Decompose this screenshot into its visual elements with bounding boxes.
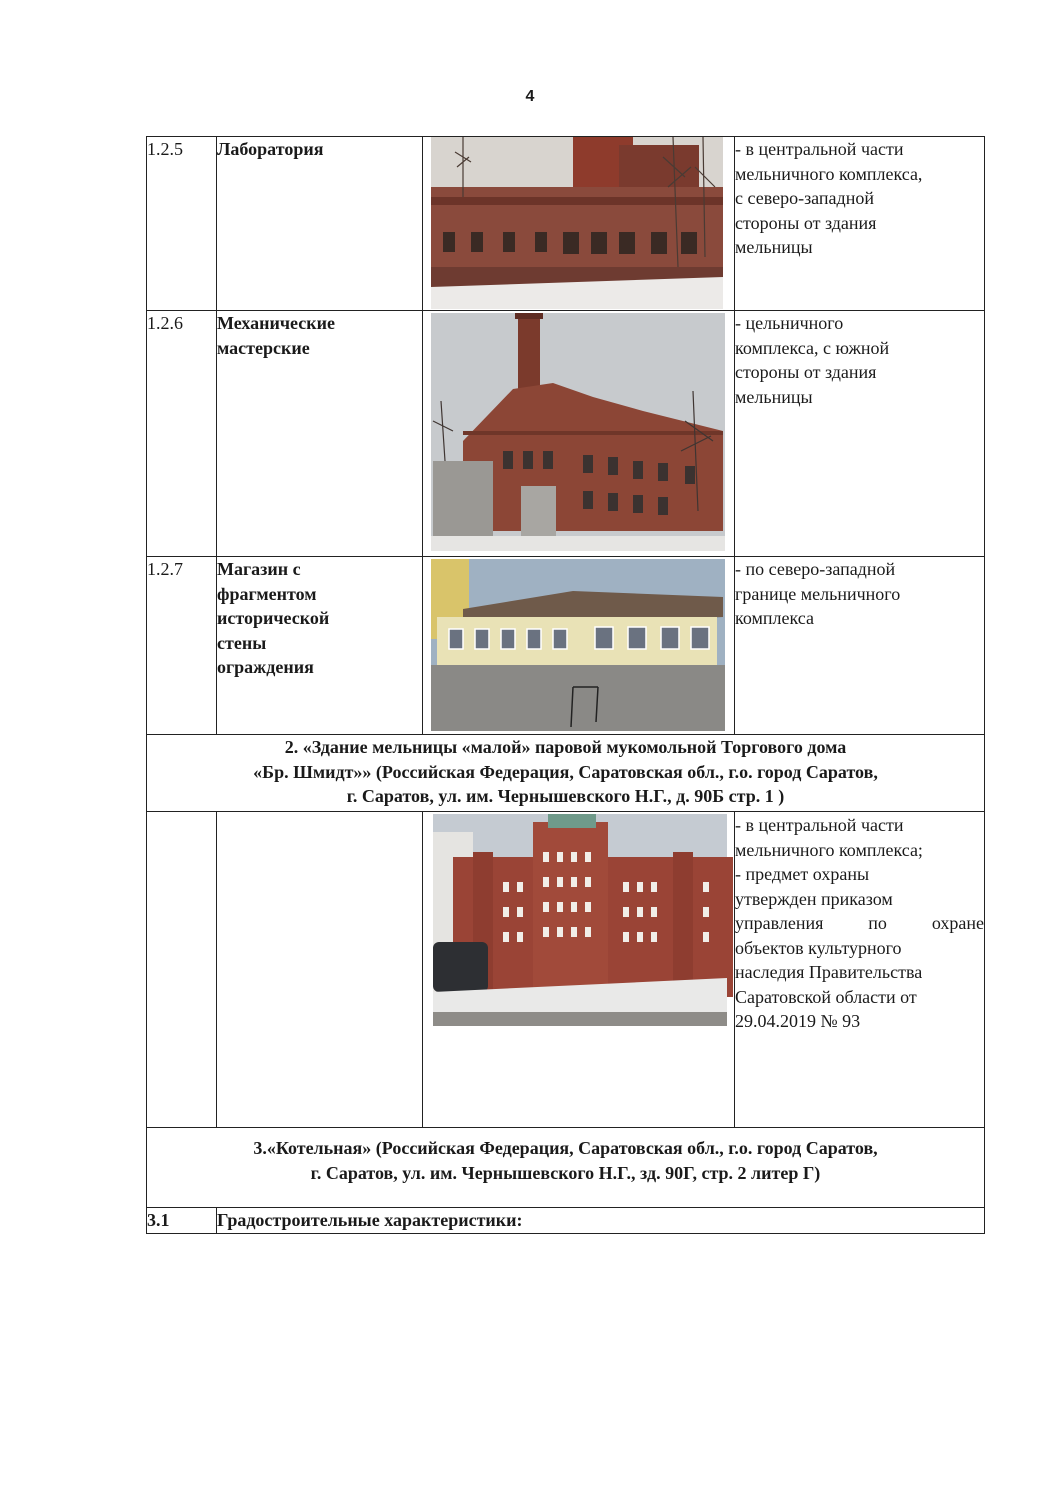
object-photo (423, 557, 735, 735)
table-row (147, 311, 985, 557)
object-name: Магазин с фрагментом исторической стены ограждения (217, 557, 423, 735)
mechanical-workshops-photo-icon (423, 311, 733, 555)
object-photo (423, 812, 735, 1128)
laboratory-photo-icon (423, 137, 733, 309)
shop-photo-icon (423, 557, 733, 733)
object-name: Лаборатория (217, 137, 423, 311)
row-number: 3.1 (147, 1208, 217, 1234)
object-description: - цельничного комплекса, с южной стороны от здания мельницы (735, 311, 985, 557)
table-row (147, 137, 985, 311)
row-title: Градостроительные характеристики: (217, 1208, 985, 1234)
object-photo (423, 137, 735, 311)
row-number: 1.2.6 (147, 311, 217, 557)
row-number: 1.2.5 (147, 137, 217, 311)
mill-building-photo-icon (423, 812, 733, 1032)
object-description: - по северо-западной границе мельничного комплекса (735, 557, 985, 735)
table-row (147, 557, 985, 735)
object-photo (423, 311, 735, 557)
section-3-title: 3.«Котельная» (Российская Федерация, Саратовская обл., г.о. город Саратов, г. Саратов, ул. им. Чернышевского Н.Г., зд. 90Г, стр. 2 литер Г) (147, 1128, 985, 1208)
object-description: - в центральной части мельничного комплекса, с северо-западной стороны от здания мельницы (735, 137, 985, 311)
table-row (147, 812, 985, 1128)
section-heading-row (147, 1128, 985, 1208)
page-number: 4 (525, 88, 535, 105)
section-heading-row (147, 735, 985, 812)
row-number: 1.2.7 (147, 557, 217, 735)
empty-cell (147, 812, 217, 1128)
empty-cell (217, 812, 423, 1128)
section-2-title: 2. «Здание мельницы «малой» паровой мукомольной Торгового дома «Бр. Шмидт»» (Российская Федерация, Саратовская обл., г.о. город Саратов, г. Саратов, ул. им. Чернышевского Н.Г., д. 90Б стр. 1 ) (147, 735, 985, 812)
object-name: Механические мастерские (217, 311, 423, 557)
table-row (147, 1208, 985, 1234)
object-description: - в центральной части мельничного комплекса; - предмет охраны утвержден приказом управления по охране объектов культурного наследия Правительства Саратовской области от 29.04.2019 № 93 (735, 812, 985, 1128)
objects-table (146, 136, 985, 1234)
